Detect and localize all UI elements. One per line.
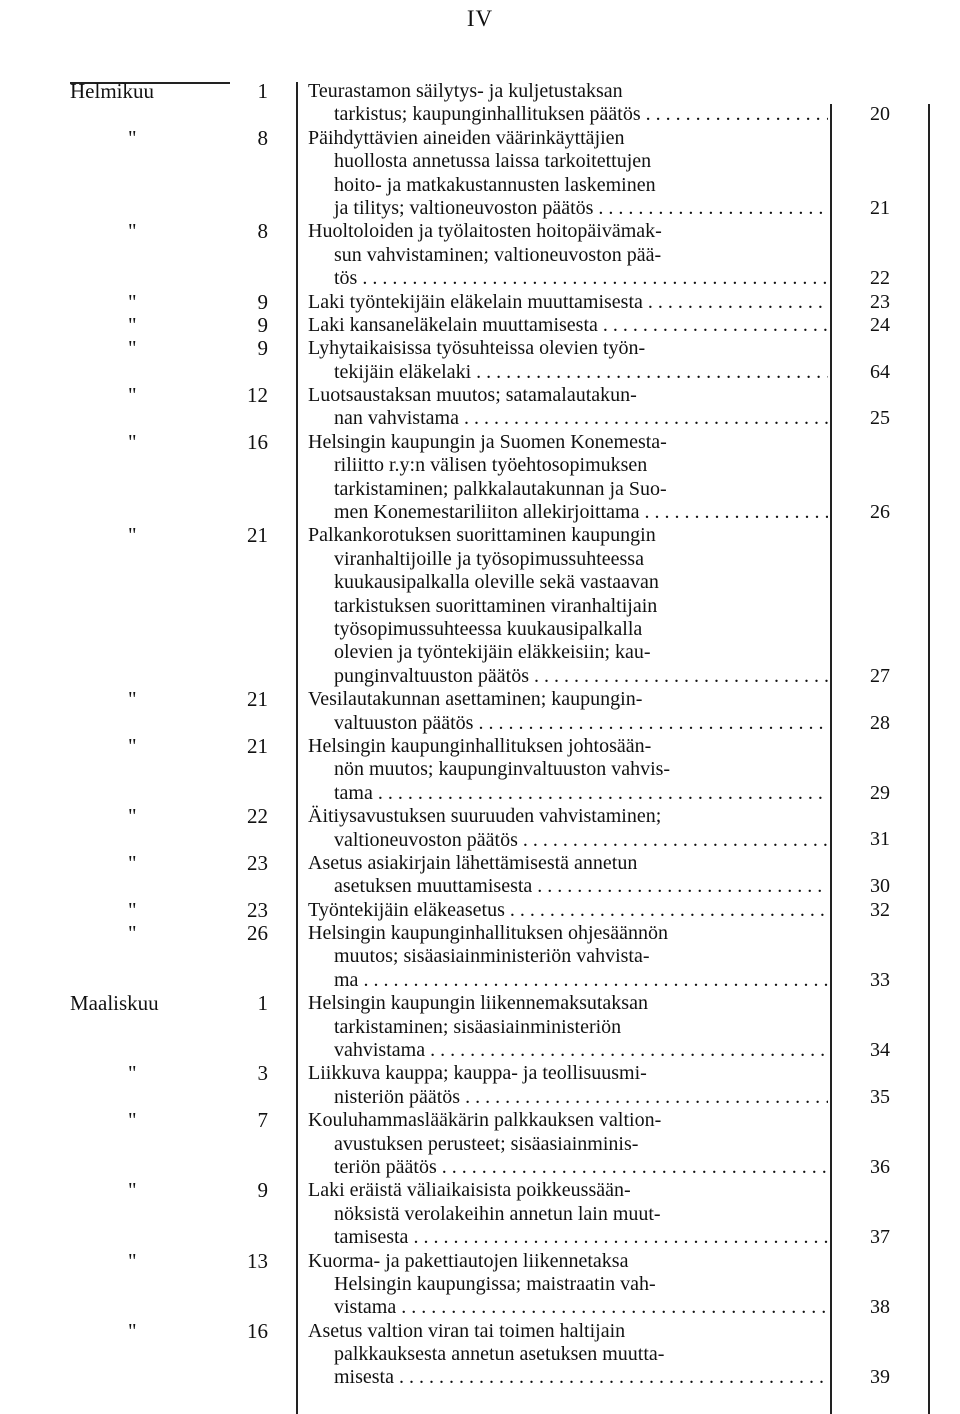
page-reference: 64 bbox=[870, 360, 890, 383]
list-item bbox=[0, 337, 960, 384]
page-reference: 35 bbox=[870, 1085, 890, 1108]
entry-title-line: viranhaltijoille ja työsopimussuhteessa bbox=[334, 547, 644, 570]
page-reference: 28 bbox=[870, 711, 890, 734]
entry-title-line: tarkistaminen; palkkalautakunnan ja Suo- bbox=[334, 477, 667, 500]
ditto-mark: " bbox=[128, 219, 137, 244]
entry-title-line: nöksistä verolakeihin annetun lain muut- bbox=[334, 1202, 661, 1225]
ditto-mark: " bbox=[128, 125, 137, 150]
day-number: 1 bbox=[257, 79, 268, 103]
entry-title-line: olevien ja työntekijäin eläkkeisiin; kau- bbox=[334, 641, 651, 664]
entry-title-line: tarkistuksen suorittaminen viranhaltijain bbox=[334, 594, 658, 617]
entry-title bbox=[308, 1109, 828, 1179]
ditto-mark: " bbox=[128, 312, 137, 337]
entry-title-line: Laki kansaneläkelain muuttamisesta . . . bbox=[308, 314, 828, 337]
table-of-contents bbox=[0, 80, 960, 1390]
day-number: 21 bbox=[247, 733, 268, 758]
list-item bbox=[0, 1109, 960, 1179]
list-item bbox=[0, 735, 960, 805]
ditto-mark: " bbox=[128, 804, 137, 829]
page-reference: 36 bbox=[870, 1155, 890, 1178]
entry-title bbox=[308, 1320, 828, 1390]
list-item bbox=[0, 431, 960, 525]
entry-title bbox=[308, 431, 828, 525]
list-item bbox=[0, 805, 960, 852]
day-number: 12 bbox=[247, 383, 268, 408]
entry-title-line: Teurastamon säilytys- ja kuljetustaksan bbox=[308, 80, 623, 102]
entry-title-line: punginvaltuuston päätös . . . bbox=[308, 665, 828, 688]
ditto-mark: " bbox=[128, 687, 137, 712]
list-item bbox=[0, 1179, 960, 1249]
entry-title-line: tekijäin eläkelaki . . . bbox=[308, 361, 828, 384]
page-reference: 33 bbox=[870, 968, 890, 991]
ditto-mark: " bbox=[128, 1248, 137, 1273]
entry-title bbox=[308, 899, 828, 922]
entry-title-line: ma . . . bbox=[308, 969, 828, 992]
page-number: IV bbox=[466, 6, 494, 31]
page-reference: 34 bbox=[870, 1039, 890, 1061]
entry-title-line: Liikkuva kauppa; kauppa- ja teollisuusmi- bbox=[308, 1062, 647, 1085]
day-number: 9 bbox=[257, 289, 268, 314]
entry-title-line: Helsingin kaupungissa; maistraatin vah- bbox=[334, 1272, 656, 1295]
entry-title bbox=[308, 314, 828, 337]
day-number: 16 bbox=[247, 1318, 268, 1343]
day-number: 9 bbox=[257, 336, 268, 361]
entry-title-line: valtioneuvoston päätös . . . bbox=[308, 829, 828, 852]
day-number: 8 bbox=[257, 219, 268, 244]
entry-title-line: men Konemestariliiton allekirjoittama . . . bbox=[308, 501, 828, 524]
page-reference: 29 bbox=[870, 781, 890, 804]
entry-title-line: Helsingin kaupungin ja Suomen Konemesta- bbox=[308, 430, 667, 453]
entry-title bbox=[308, 922, 828, 992]
entry-title-line: Vesilautakunnan asettaminen; kaupungin- bbox=[308, 688, 643, 711]
entry-title-line: tamisesta . . . bbox=[308, 1226, 828, 1249]
day-number: 3 bbox=[257, 1061, 268, 1086]
list-item bbox=[0, 291, 960, 314]
day-number: 22 bbox=[247, 804, 268, 829]
entry-title-line: valtuuston päätös . . . bbox=[308, 712, 828, 735]
ditto-mark: " bbox=[128, 429, 137, 454]
day-number: 7 bbox=[257, 1108, 268, 1133]
ditto-mark: " bbox=[128, 733, 137, 758]
entry-title-line: Helsingin kaupunginhallituksen johtosään- bbox=[308, 734, 652, 757]
entry-title-line: Helsingin kaupunginhallituksen ohjesäännön bbox=[308, 922, 668, 945]
page-reference: 30 bbox=[870, 875, 890, 898]
entry-title-line: sun vahvistaminen; valtioneuvoston pää- bbox=[334, 243, 662, 266]
entry-title bbox=[308, 291, 828, 314]
ditto-mark: " bbox=[128, 289, 137, 314]
page-reference: 26 bbox=[870, 501, 890, 524]
list-item bbox=[0, 922, 960, 992]
day-number: 9 bbox=[257, 1178, 268, 1203]
entry-title-line: vahvistama . . . bbox=[308, 1039, 828, 1062]
entry-title-line: riliitto r.y:n välisen työehtosopimuksen bbox=[334, 454, 648, 477]
entry-title bbox=[308, 524, 828, 688]
month-label: Helmikuu bbox=[70, 79, 154, 103]
entry-title-line: nan vahvistama . . . bbox=[308, 407, 828, 430]
list-item bbox=[0, 852, 960, 899]
entry-title-line: avustuksen perusteet; sisäasiainminis- bbox=[334, 1132, 639, 1155]
day-number: 23 bbox=[247, 850, 268, 875]
ditto-mark: " bbox=[128, 336, 137, 361]
entry-title-line: nön muutos; kaupunginvaltuuston vahvis- bbox=[334, 758, 671, 781]
entry-title bbox=[308, 1062, 828, 1109]
entry-title bbox=[308, 80, 828, 127]
entry-title-line: muutos; sisäasiainministeriön vahvista- bbox=[334, 945, 650, 968]
entry-title-line: Helsingin kaupungin liikennemaksutaksan bbox=[308, 992, 648, 1015]
day-number: 8 bbox=[257, 125, 268, 150]
entry-title-line: Työntekijäin eläkeasetus . . . bbox=[308, 899, 828, 922]
list-item bbox=[0, 314, 960, 337]
ditto-mark: " bbox=[128, 1108, 137, 1133]
ditto-mark: " bbox=[128, 1061, 137, 1086]
entry-title-line: Lyhytaikaisissa työsuhteissa olevien työn- bbox=[308, 337, 646, 360]
entry-title-line: tös . . . bbox=[308, 267, 828, 290]
day-number: 21 bbox=[247, 523, 268, 548]
page-reference: 20 bbox=[870, 103, 890, 126]
ditto-mark: " bbox=[128, 383, 137, 408]
page-reference: 32 bbox=[870, 898, 890, 921]
list-item bbox=[0, 220, 960, 290]
day-number: 26 bbox=[247, 921, 268, 946]
entry-title-line: Päihdyttävien aineiden väärinkäyttäjien bbox=[308, 126, 625, 149]
entry-title bbox=[308, 805, 828, 852]
entry-title-line: tarkistaminen; sisäasiainministeriön bbox=[334, 1015, 622, 1038]
list-item bbox=[0, 524, 960, 688]
page-reference: 31 bbox=[870, 828, 890, 851]
entry-title bbox=[308, 220, 828, 290]
entry-title-line: Kouluhammaslääkärin palkkauksen valtion- bbox=[308, 1109, 662, 1132]
page-reference: 39 bbox=[870, 1366, 890, 1389]
entry-title bbox=[308, 1179, 828, 1249]
entry-title-line: Laki työntekijäin eläkelain muuttamisesta . . . bbox=[308, 291, 828, 314]
ditto-mark: " bbox=[128, 1318, 137, 1343]
list-item bbox=[0, 384, 960, 431]
list-item bbox=[0, 688, 960, 735]
ditto-mark: " bbox=[128, 850, 137, 875]
day-number: 21 bbox=[247, 687, 268, 712]
entry-title-line: Huoltoloiden ja työlaitosten hoitopäivämak- bbox=[308, 220, 662, 243]
entry-title-line: Kuorma- ja pakettiautojen liikennetaksa bbox=[308, 1249, 629, 1272]
list-item bbox=[0, 127, 960, 221]
list-item bbox=[0, 1250, 960, 1320]
entry-title-line: ja tilitys; valtioneuvoston päätös . . . bbox=[308, 197, 828, 220]
page-reference: 24 bbox=[870, 313, 890, 336]
page-reference: 22 bbox=[870, 267, 890, 290]
entry-title-line: Asetus asiakirjain lähettämisestä annetun bbox=[308, 851, 638, 874]
ditto-mark: " bbox=[128, 897, 137, 922]
ditto-mark: " bbox=[128, 523, 137, 548]
page-reference: 21 bbox=[870, 196, 890, 219]
page-reference: 25 bbox=[870, 407, 890, 430]
day-number: 13 bbox=[247, 1248, 268, 1273]
page-reference: 38 bbox=[870, 1296, 890, 1319]
entry-title bbox=[308, 688, 828, 735]
list-item bbox=[0, 899, 960, 922]
day-number: 23 bbox=[247, 897, 268, 922]
entry-title-line: Asetus valtion viran tai toimen haltijain bbox=[308, 1319, 626, 1342]
entry-title bbox=[308, 337, 828, 384]
page-reference: 37 bbox=[870, 1226, 890, 1249]
day-number: 1 bbox=[257, 991, 268, 1016]
entry-title-line: tama . . . bbox=[308, 782, 828, 805]
entry-title-line: Laki eräistä väliaikaisista poikkeussään- bbox=[308, 1179, 631, 1202]
entry-title bbox=[308, 735, 828, 805]
page-reference: 23 bbox=[870, 290, 890, 313]
page-reference: 27 bbox=[870, 664, 890, 687]
entry-title bbox=[308, 992, 828, 1062]
entry-title-line: tarkistus; kaupunginhallituksen päätös . . . bbox=[308, 103, 828, 126]
day-number: 16 bbox=[247, 429, 268, 454]
entry-title-line: asetuksen muuttamisesta . . . bbox=[308, 875, 828, 898]
entry-title-line: vistama . . . bbox=[308, 1296, 828, 1319]
list-item bbox=[0, 992, 960, 1062]
entry-title-line: misesta . . . bbox=[308, 1366, 828, 1389]
day-number: 9 bbox=[257, 312, 268, 337]
entry-title-line: hoito- ja matkakustannusten laskeminen bbox=[334, 173, 656, 196]
ditto-mark: " bbox=[128, 921, 137, 946]
entry-title-line: Äitiysavustuksen suuruuden vahvistaminen; bbox=[308, 805, 662, 828]
entry-title-line: huollosta annetussa laissa tarkoitettujen bbox=[334, 150, 652, 173]
list-item bbox=[0, 1062, 960, 1109]
entry-title bbox=[308, 384, 828, 431]
entry-title-line: kuukausipalkalla oleville sekä vastaavan bbox=[334, 571, 659, 594]
entry-title-line: Palkankorotuksen suorittaminen kaupungin bbox=[308, 524, 656, 547]
entry-title-line: palkkauksesta annetun asetuksen muutta- bbox=[334, 1343, 665, 1366]
entry-title bbox=[308, 127, 828, 221]
entry-title-line: työsopimussuhteessa kuukausipalkalla bbox=[334, 617, 643, 640]
entry-title bbox=[308, 1250, 828, 1320]
ditto-mark: " bbox=[128, 1178, 137, 1203]
entry-title-line: Luotsaustaksan muutos; satamalautakun- bbox=[308, 384, 637, 407]
entry-title-line: teriön päätös . . . bbox=[308, 1156, 828, 1179]
entry-title-line: nisteriön päätös . . . bbox=[308, 1086, 828, 1109]
month-label: Maaliskuu bbox=[70, 991, 159, 1016]
list-item bbox=[0, 80, 960, 127]
entry-title bbox=[308, 852, 828, 899]
list-item bbox=[0, 1320, 960, 1390]
